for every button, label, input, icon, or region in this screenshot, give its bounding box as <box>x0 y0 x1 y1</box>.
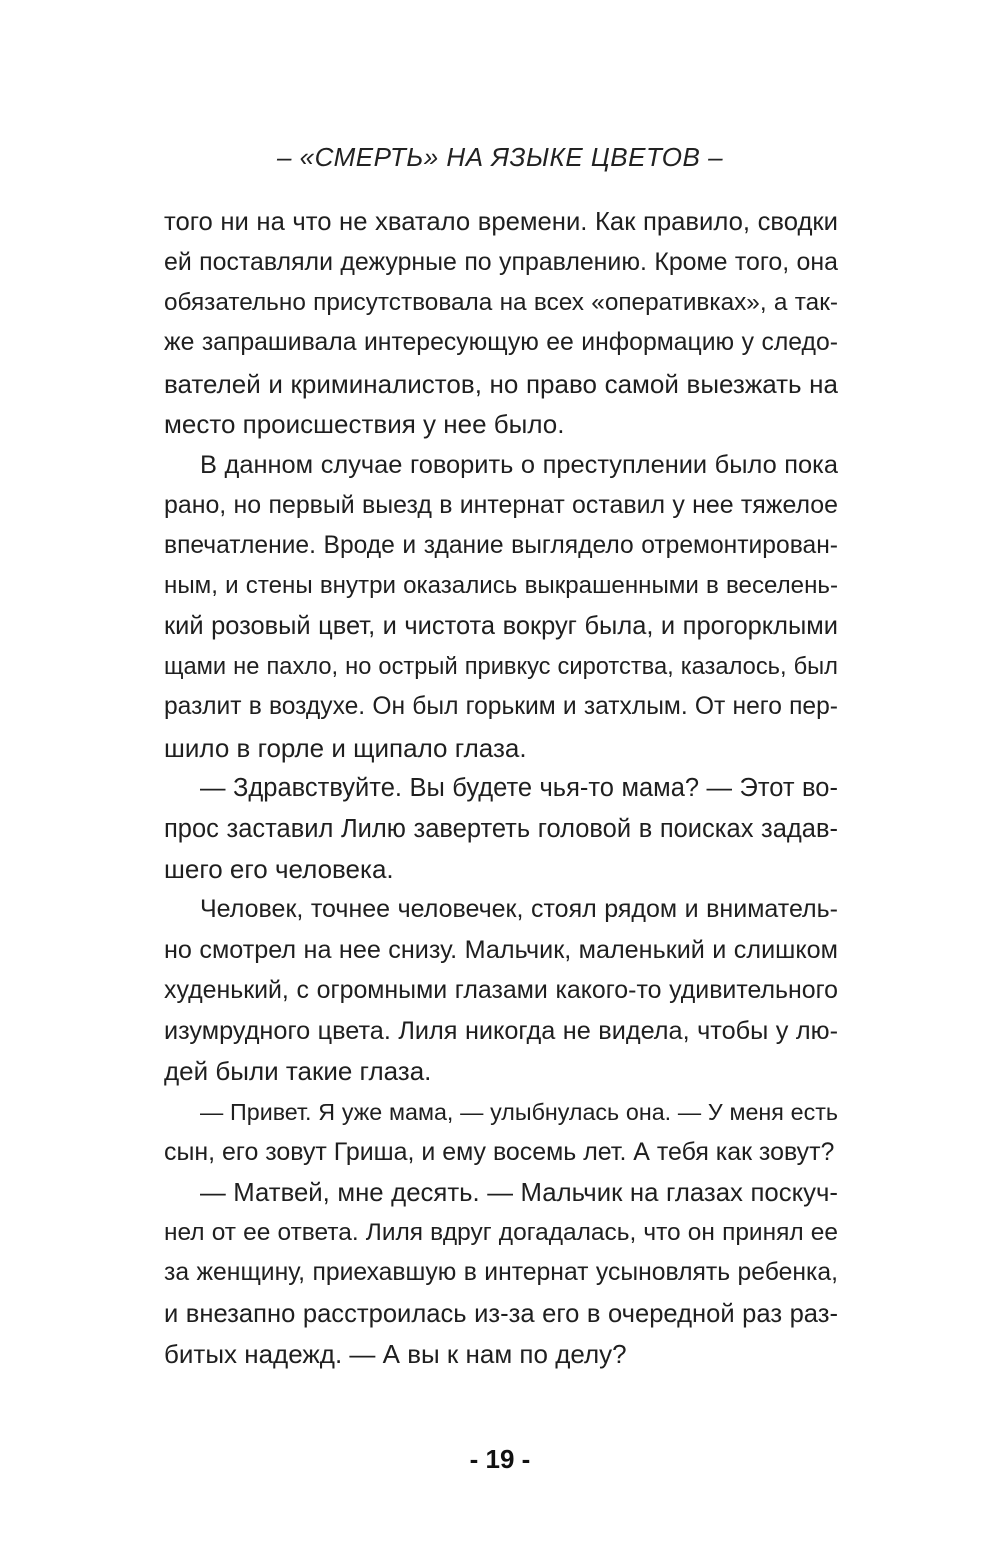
text-line: кий розовый цвет, и чистота вокруг была, и прогорклыми <box>164 612 838 641</box>
text-line: впечатление. Вроде и здание выглядело отремонтирован- <box>164 531 838 559</box>
text-line: битых надежд. — А вы к нам по делу? <box>164 1339 627 1370</box>
text-line: вателей и криминалистов, но право самой выезжать на <box>164 368 838 399</box>
text-line: место происшествия у нее было. <box>164 409 565 440</box>
text-line: ей поставляли дежурные по управлению. Кроме того, она <box>164 248 838 277</box>
text-line: — Здравствуйте. Вы будете чья-то мама? — Этот во- <box>200 774 838 803</box>
text-line: за женщину, приехавшую в интернат усыновлять ребенка, <box>164 1259 838 1287</box>
text-line: шего его человека. <box>164 854 394 884</box>
text-line: Человек, точнее человечек, стоял рядом и вниматель- <box>200 895 838 924</box>
text-line: худенький, с огромными глазами какого-то удивительного <box>164 976 838 1005</box>
text-line: рано, но первый выезд в интернат оставил у нее тяжелое <box>164 491 838 520</box>
text-line: — Привет. Я уже мама, — улыбнулась она. — У меня есть <box>200 1098 838 1125</box>
text-line: — Матвей, мне десять. — Мальчик на глазах поскуч- <box>200 1178 838 1207</box>
page-number: - 19 - <box>469 1444 531 1474</box>
text-line: ным, и стены внутри оказались выкрашенными в веселень- <box>164 571 838 599</box>
text-line: шило в горле и щипало глаза. <box>164 732 527 763</box>
text-line: изумрудного цвета. Лиля никогда не видела, чтобы у лю- <box>164 1016 838 1045</box>
running-head-title: – «СМЕРТЬ» НА ЯЗЫКЕ ЦВЕТОВ – <box>276 142 724 172</box>
text-line: же запрашивала интересующую ее информацию у следо- <box>164 329 838 357</box>
text-line: но смотрел на нее снизу. Мальчик, маленький и слишком <box>164 935 838 964</box>
text-line: разлит в воздухе. Он был горьким и затхлым. От него пер- <box>164 693 838 721</box>
text-line: обязательно присутствовала на всех «оперативках», а так- <box>164 288 838 316</box>
text-line: прос заставил Лилю завертеть головой в поисках задав- <box>164 814 838 843</box>
text-line: щами не пахло, но острый привкус сиротства, казалось, был <box>164 653 838 680</box>
text-line: дей были такие глаза. <box>164 1056 432 1087</box>
text-line: нел от ее ответа. Лиля вдруг догадалась, что он принял ее <box>164 1218 838 1246</box>
text-line: того ни на что не хватало времени. Как правило, сводки <box>164 208 838 236</box>
page-body-text <box>164 202 838 1375</box>
text-line: и внезапно расстроилась из-за его в очередной раз раз- <box>164 1299 838 1328</box>
text-line: В данном случае говорить о преступлении было пока <box>200 450 838 479</box>
text-line: сын, его зовут Гриша, и ему восемь лет. А тебя как зовут? <box>164 1138 835 1167</box>
